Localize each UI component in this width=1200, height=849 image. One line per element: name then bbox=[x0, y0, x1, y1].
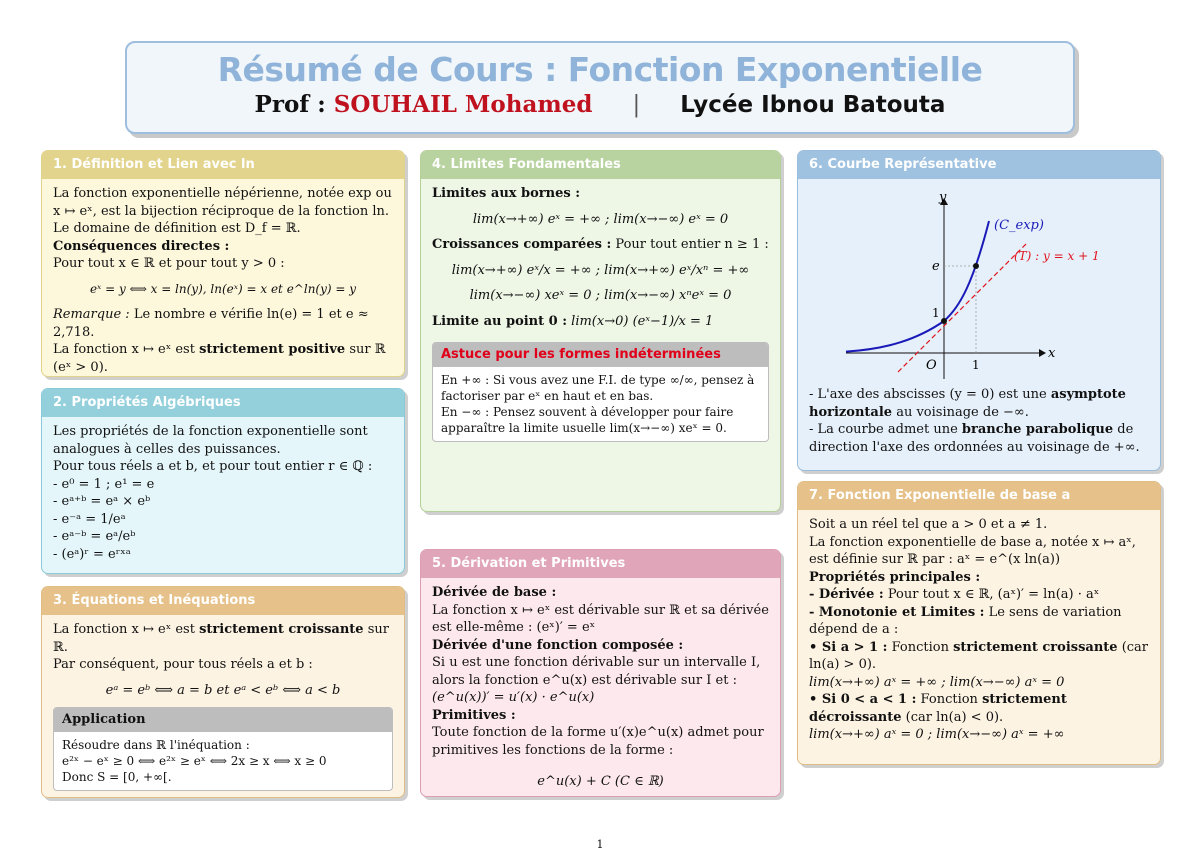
astuce-title: Astuce pour les formes indéterminées bbox=[433, 343, 768, 367]
formula: eᵃ = eᵇ ⟺ a = b et eᵃ < eᵇ ⟺ a < b bbox=[105, 682, 341, 698]
application-box bbox=[53, 707, 393, 791]
emphasis: branche parabolique bbox=[961, 422, 1114, 437]
text: Toute fonction de la forme u′(x)e^u(x) admet pour primitives les fonctions de la forme : bbox=[432, 725, 764, 758]
page-title: Résumé de Cours : Fonction Exponentielle bbox=[217, 50, 983, 89]
text: Pour tout x ∈ ℝ, (aˣ)′ = ln(a) · aˣ bbox=[883, 587, 1100, 602]
text: Le sens de variation dépend de a : bbox=[809, 604, 1122, 637]
page-number: 1 bbox=[596, 838, 604, 849]
label: • Si 0 < a < 1 : bbox=[809, 692, 917, 707]
section-derivation bbox=[420, 549, 781, 797]
section-title: 1. Définition et Lien avec ln bbox=[42, 151, 404, 179]
label: Propriétés principales : bbox=[809, 569, 981, 585]
list-item: - eᵃ⁻ᵇ = eᵃ/eᵇ bbox=[53, 529, 136, 544]
section-properties bbox=[41, 388, 405, 574]
formula: e^u(x) + C (C ∈ ℝ) bbox=[537, 774, 664, 789]
label: • Si a > 1 : bbox=[809, 639, 888, 655]
formula: eˣ = y ⟺ x = ln(y), ln(eˣ) = x et e^ln(y) = y bbox=[89, 281, 357, 296]
text: Le nombre e vérifie ln(e) = 1 et e ≈ 2,718. bbox=[53, 307, 369, 340]
text: Par conséquent, pour tous réels a et b : bbox=[53, 657, 313, 672]
astuce-box bbox=[432, 342, 769, 442]
section-equations bbox=[41, 586, 405, 798]
text: Soit a un réel tel que a > 0 et a ≠ 1. bbox=[809, 517, 1048, 532]
tick-label-y1: 1 bbox=[932, 306, 940, 320]
prof-label: Prof : bbox=[254, 91, 326, 118]
section-title: 7. Fonction Exponentielle de base a bbox=[798, 482, 1160, 510]
section-title: 3. Équations et Inéquations bbox=[42, 587, 404, 615]
prof-name: SOUHAIL Mohamed bbox=[333, 91, 593, 118]
text: - L'axe des abscisses (y = 0) est une bbox=[809, 387, 1051, 402]
emphasis: asymptote horizontale bbox=[809, 387, 1126, 420]
formula: (e^u(x))′ = u′(x) · e^u(x) bbox=[432, 690, 595, 705]
text: Les propriétés de la fonction exponentielle sont analogues à celles des puissances. bbox=[53, 424, 368, 457]
text: sur ℝ. bbox=[53, 622, 389, 655]
list-item: - e⁻ᵃ = 1/eᵃ bbox=[53, 511, 126, 527]
list-item: - e⁰ = 1 ; e¹ = e bbox=[53, 476, 155, 492]
label: - Dérivée : bbox=[809, 587, 884, 602]
application-title: Application bbox=[54, 708, 392, 732]
section-title: 4. Limites Fondamentales bbox=[421, 151, 780, 179]
label: Croissances comparées : bbox=[432, 237, 612, 252]
label: Dérivée de base : bbox=[432, 585, 557, 600]
text: Pour tout x ∈ ℝ et pour tout y > 0 : bbox=[53, 256, 285, 271]
formula: lim(x→+∞) aˣ = 0 ; lim(x→−∞) aˣ = +∞ bbox=[809, 727, 1065, 742]
text: La fonction exponentielle de base a, notée x ↦ aˣ, est définie sur ℝ par : aˣ = e^(x ln(a)) bbox=[809, 534, 1136, 567]
emphasis: strictement croissante bbox=[953, 639, 1118, 655]
text: Pour tout entier n ≥ 1 : bbox=[611, 237, 769, 252]
label: Primitives : bbox=[432, 707, 516, 723]
point-1-e bbox=[973, 263, 979, 269]
emphasis: strictement décroissante bbox=[809, 692, 1067, 725]
text: Donc S = [0, +∞[. bbox=[62, 769, 172, 784]
text: En −∞ : Pensez souvent à développer pour faire apparaître la limite usuelle lim(x→−∞) xeˣ = 0. bbox=[441, 404, 734, 435]
text: Fonction bbox=[887, 639, 954, 655]
tick-label-e: e bbox=[932, 259, 940, 274]
text: La fonction x ↦ eˣ est bbox=[53, 342, 200, 357]
label: Conséquences directes : bbox=[53, 238, 230, 254]
formula: lim(x→+∞) eˣ/x = +∞ ; lim(x→+∞) eˣ/xⁿ = +∞ bbox=[451, 262, 750, 278]
x-axis-label: x bbox=[1048, 346, 1056, 361]
header bbox=[125, 41, 1075, 134]
text: sur ℝ (eˣ > 0). bbox=[53, 342, 386, 375]
text: - La courbe admet une bbox=[809, 422, 962, 437]
separator: | bbox=[632, 92, 641, 118]
tick-label-x1: 1 bbox=[972, 358, 980, 372]
school-name: Lycée Ibnou Batouta bbox=[680, 92, 946, 118]
subtitle bbox=[127, 91, 1073, 118]
section-curve bbox=[797, 150, 1161, 471]
text: (car ln(a) > 0). bbox=[809, 639, 1149, 672]
text: e²ˣ − eˣ ≥ 0 ⟺ e²ˣ ≥ eˣ ⟺ 2x ≥ x ⟺ x ≥ 0 bbox=[62, 753, 327, 768]
label: Remarque : bbox=[53, 307, 130, 322]
text: Fonction bbox=[916, 692, 983, 707]
exp-curve bbox=[846, 221, 989, 352]
section-title: 2. Propriétés Algébriques bbox=[42, 389, 404, 417]
exp-graph bbox=[798, 179, 1160, 384]
emphasis: strictement croissante bbox=[199, 622, 364, 637]
formula: lim(x→−∞) xeˣ = 0 ; lim(x→−∞) xⁿeˣ = 0 bbox=[469, 288, 732, 303]
text: La fonction x ↦ eˣ est dérivable sur ℝ et sa dérivée est elle-même : (eˣ)′ = eˣ bbox=[432, 602, 769, 635]
text: La fonction x ↦ eˣ est bbox=[53, 622, 200, 637]
formula: lim(x→+∞) eˣ = +∞ ; lim(x→−∞) eˣ = 0 bbox=[472, 211, 729, 227]
text: La fonction exponentielle népérienne, notée exp ou x ↦ eˣ, est la bijection réciproque de la fonction ln. bbox=[53, 186, 392, 219]
list-item: - eᵃ⁺ᵇ = eᵃ × eᵇ bbox=[53, 494, 151, 509]
section-definition bbox=[41, 150, 405, 377]
text: au voisinage de −∞. bbox=[892, 404, 1029, 420]
text: (car ln(a) < 0). bbox=[901, 709, 1004, 725]
list-item: - (eᵃ)ʳ = eʳˣᵃ bbox=[53, 546, 131, 562]
tangent-label: (T) : y = x + 1 bbox=[1014, 249, 1100, 263]
curve-label: (C_exp) bbox=[994, 218, 1044, 233]
text: Le domaine de définition est D_f = ℝ. bbox=[53, 221, 301, 236]
label: Dérivée d'une fonction composée : bbox=[432, 637, 684, 653]
emphasis: strictement positive bbox=[199, 342, 346, 357]
text: Pour tous réels a et b, et pour tout entier r ∈ ℚ : bbox=[53, 459, 373, 474]
point-0-1 bbox=[941, 318, 947, 324]
text: de direction l'axe des ordonnées au voisinage de +∞. bbox=[809, 422, 1140, 455]
label: - Monotonie et Limites : bbox=[809, 604, 985, 620]
origin-label: O bbox=[926, 358, 937, 373]
label: Limites aux bornes : bbox=[432, 186, 581, 201]
formula: lim(x→0) (eˣ−1)/x = 1 bbox=[567, 313, 714, 329]
formula: lim(x→+∞) aˣ = +∞ ; lim(x→−∞) aˣ = 0 bbox=[809, 674, 1065, 690]
section-base-a bbox=[797, 481, 1161, 765]
section-title: 6. Courbe Représentative bbox=[798, 151, 1160, 179]
y-axis-label: y bbox=[939, 190, 947, 205]
label: Limite au point 0 : bbox=[432, 313, 568, 329]
text: Résoudre dans ℝ l'inéquation : bbox=[62, 737, 250, 752]
text: En +∞ : Si vous avez une F.I. de type ∞/∞, pensez à factoriser par eˣ en haut et en bas. bbox=[441, 372, 755, 403]
section-title: 5. Dérivation et Primitives bbox=[421, 550, 780, 578]
section-limits bbox=[420, 150, 781, 512]
text: Si u est une fonction dérivable sur un intervalle I, alors la fonction e^u(x) est dérivable sur I et : bbox=[432, 655, 761, 688]
